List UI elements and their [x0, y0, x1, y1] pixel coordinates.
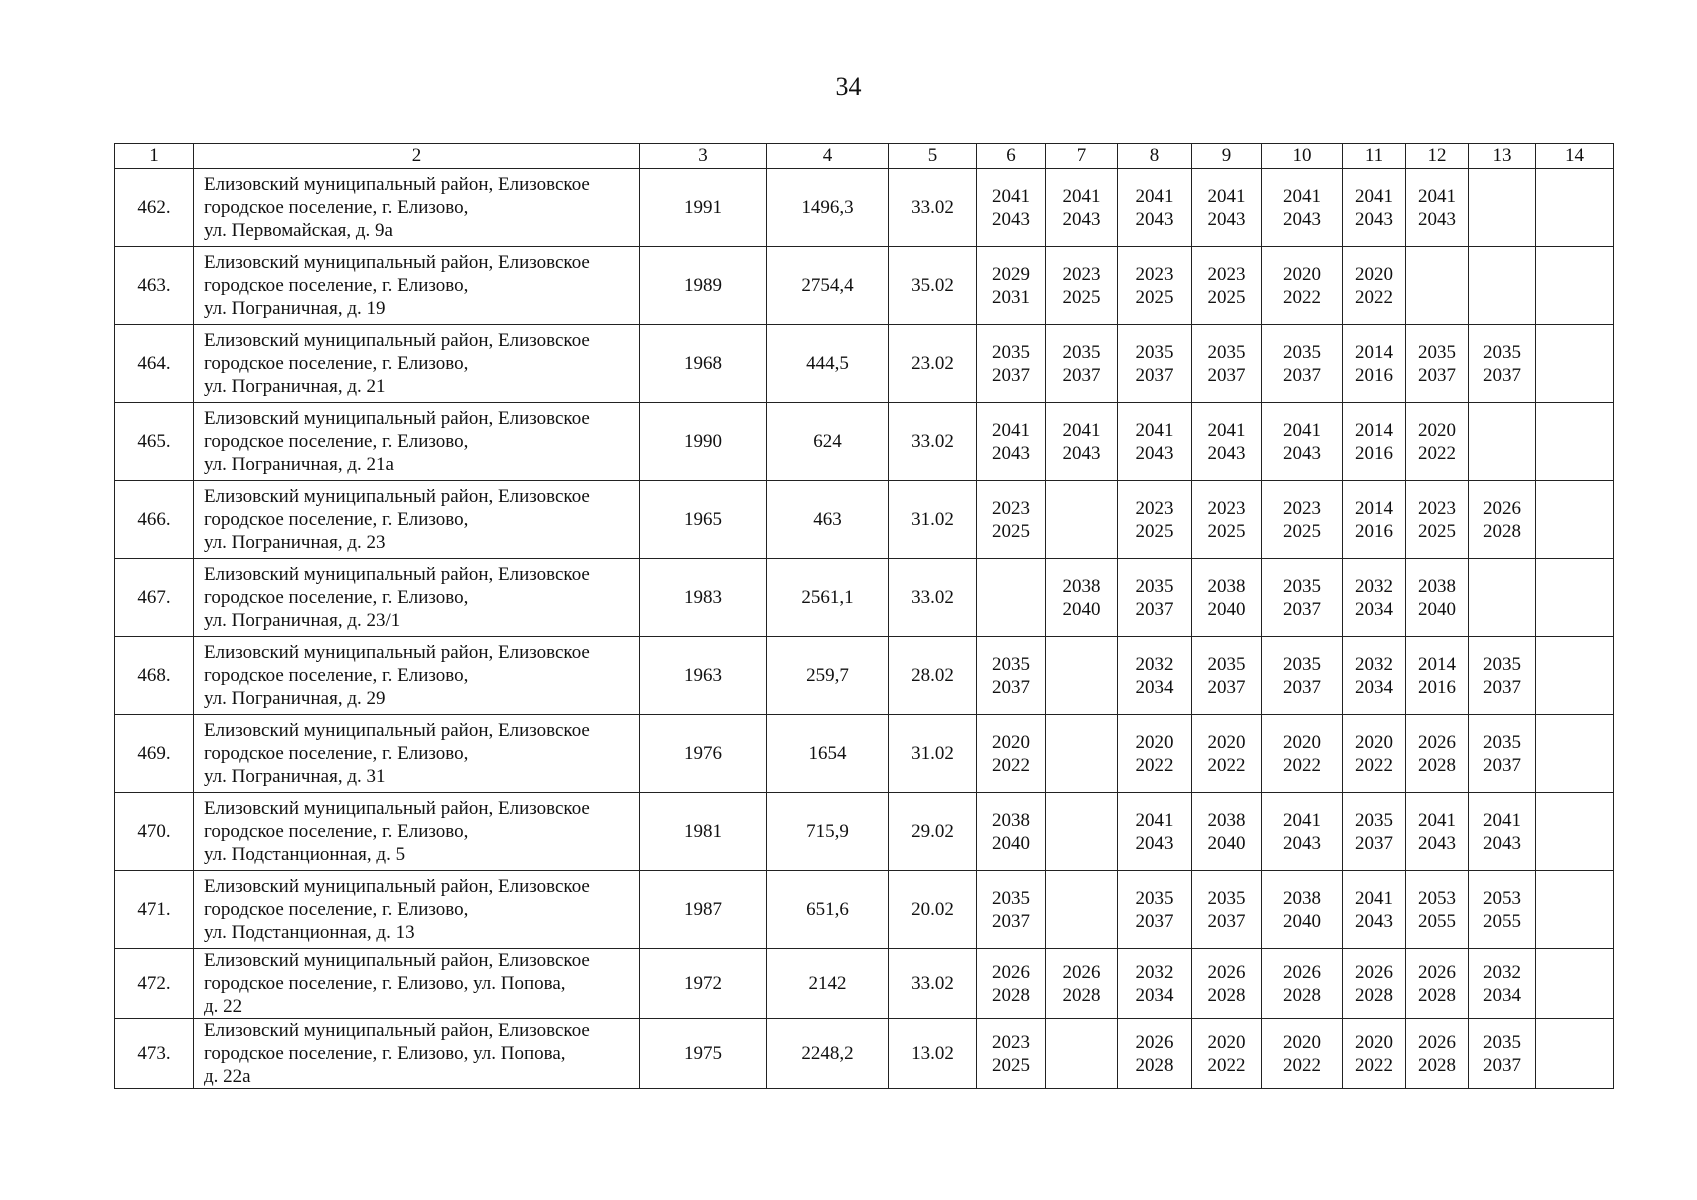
schedule-cell-10: 2023 2025 — [1262, 481, 1343, 559]
schedule-cell-6: 2023 2025 — [977, 481, 1046, 559]
schedule-cell-6: 2026 2028 — [977, 949, 1046, 1019]
schedule-cell-10: 2041 2043 — [1262, 403, 1343, 481]
year-cell: 1981 — [640, 793, 767, 871]
row-number: 472. — [115, 949, 194, 1019]
area-cell: 259,7 — [767, 637, 889, 715]
schedule-cell-11: 2014 2016 — [1343, 325, 1406, 403]
schedule-cell-11: 2035 2037 — [1343, 793, 1406, 871]
schedule-cell-8: 2035 2037 — [1118, 559, 1192, 637]
table-row — [115, 871, 1614, 949]
schedule-cell-9: 2023 2025 — [1192, 481, 1262, 559]
schedule-cell-9: 2035 2037 — [1192, 637, 1262, 715]
table-row — [115, 793, 1614, 871]
schedule-cell-9: 2026 2028 — [1192, 949, 1262, 1019]
schedule-cell-6: 2041 2043 — [977, 403, 1046, 481]
year-cell: 1989 — [640, 247, 767, 325]
schedule-cell-13: 2026 2028 — [1469, 481, 1536, 559]
row-number: 470. — [115, 793, 194, 871]
column-header: 1 — [115, 144, 194, 169]
code-cell: 35.02 — [889, 247, 977, 325]
schedule-cell-13 — [1469, 169, 1536, 247]
table-row — [115, 403, 1614, 481]
schedule-cell-14 — [1536, 715, 1614, 793]
schedule-cell-9: 2038 2040 — [1192, 559, 1262, 637]
schedule-cell-12: 2041 2043 — [1406, 169, 1469, 247]
schedule-cell-8: 2023 2025 — [1118, 481, 1192, 559]
column-header: 11 — [1343, 144, 1406, 169]
column-header: 2 — [194, 144, 640, 169]
schedule-cell-10: 2041 2043 — [1262, 169, 1343, 247]
table-row — [115, 247, 1614, 325]
schedule-cell-14 — [1536, 559, 1614, 637]
schedule-cell-9: 2038 2040 — [1192, 793, 1262, 871]
schedule-cell-14 — [1536, 1019, 1614, 1089]
schedule-cell-6: 2035 2037 — [977, 871, 1046, 949]
code-cell: 29.02 — [889, 793, 977, 871]
schedule-cell-11: 2014 2016 — [1343, 403, 1406, 481]
schedule-cell-14 — [1536, 871, 1614, 949]
schedule-cell-14 — [1536, 481, 1614, 559]
schedule-cell-6: 2041 2043 — [977, 169, 1046, 247]
column-header: 9 — [1192, 144, 1262, 169]
schedule-cell-7: 2041 2043 — [1046, 403, 1118, 481]
address-cell: Елизовский муниципальный район, Елизовское городское поселение, г. Елизово, ул. Пограничная, д. 31 — [194, 715, 640, 793]
schedule-cell-7 — [1046, 715, 1118, 793]
address-cell: Елизовский муниципальный район, Елизовское городское поселение, г. Елизово, ул. Подстанционная, д. 5 — [194, 793, 640, 871]
schedule-cell-12: 2023 2025 — [1406, 481, 1469, 559]
schedule-cell-6: 2029 2031 — [977, 247, 1046, 325]
schedule-cell-13: 2053 2055 — [1469, 871, 1536, 949]
schedule-cell-6: 2038 2040 — [977, 793, 1046, 871]
schedule-cell-9: 2020 2022 — [1192, 715, 1262, 793]
row-number: 471. — [115, 871, 194, 949]
schedule-cell-11: 2041 2043 — [1343, 169, 1406, 247]
schedule-cell-11: 2020 2022 — [1343, 715, 1406, 793]
column-header: 10 — [1262, 144, 1343, 169]
table-row — [115, 481, 1614, 559]
schedule-cell-10: 2035 2037 — [1262, 637, 1343, 715]
schedule-cell-8: 2035 2037 — [1118, 871, 1192, 949]
schedule-cell-12: 2053 2055 — [1406, 871, 1469, 949]
schedule-cell-12: 2035 2037 — [1406, 325, 1469, 403]
code-cell: 23.02 — [889, 325, 977, 403]
schedule-cell-14 — [1536, 169, 1614, 247]
year-cell: 1991 — [640, 169, 767, 247]
column-header: 7 — [1046, 144, 1118, 169]
schedule-cell-14 — [1536, 247, 1614, 325]
year-cell: 1983 — [640, 559, 767, 637]
address-cell: Елизовский муниципальный район, Елизовское городское поселение, г. Елизово, ул. Пограничная, д. 21а — [194, 403, 640, 481]
schedule-cell-7: 2023 2025 — [1046, 247, 1118, 325]
table-row — [115, 637, 1614, 715]
code-cell: 31.02 — [889, 481, 977, 559]
row-number: 466. — [115, 481, 194, 559]
schedule-cell-7: 2038 2040 — [1046, 559, 1118, 637]
schedule-cell-12: 2038 2040 — [1406, 559, 1469, 637]
schedule-cell-13: 2035 2037 — [1469, 637, 1536, 715]
code-cell: 33.02 — [889, 169, 977, 247]
schedule-cell-7: 2035 2037 — [1046, 325, 1118, 403]
schedule-cell-7: 2026 2028 — [1046, 949, 1118, 1019]
schedule-cell-13: 2035 2037 — [1469, 1019, 1536, 1089]
schedule-cell-14 — [1536, 403, 1614, 481]
year-cell: 1990 — [640, 403, 767, 481]
schedule-cell-9: 2020 2022 — [1192, 1019, 1262, 1089]
schedule-cell-6: 2035 2037 — [977, 637, 1046, 715]
year-cell: 1987 — [640, 871, 767, 949]
schedule-cell-13: 2032 2034 — [1469, 949, 1536, 1019]
schedule-cell-8: 2041 2043 — [1118, 169, 1192, 247]
schedule-cell-13 — [1469, 247, 1536, 325]
schedule-cell-11: 2020 2022 — [1343, 247, 1406, 325]
schedule-cell-8: 2026 2028 — [1118, 1019, 1192, 1089]
code-cell: 28.02 — [889, 637, 977, 715]
row-number: 462. — [115, 169, 194, 247]
schedule-cell-13: 2035 2037 — [1469, 325, 1536, 403]
schedule-cell-14 — [1536, 793, 1614, 871]
schedule-cell-13: 2035 2037 — [1469, 715, 1536, 793]
year-cell: 1976 — [640, 715, 767, 793]
schedule-cell-11: 2014 2016 — [1343, 481, 1406, 559]
area-cell: 2561,1 — [767, 559, 889, 637]
area-cell: 1654 — [767, 715, 889, 793]
schedule-cell-14 — [1536, 949, 1614, 1019]
schedule-cell-9: 2023 2025 — [1192, 247, 1262, 325]
address-cell: Елизовский муниципальный район, Елизовское городское поселение, г. Елизово, ул. Подстанционная, д. 13 — [194, 871, 640, 949]
column-header: 14 — [1536, 144, 1614, 169]
schedule-cell-13 — [1469, 559, 1536, 637]
column-header: 6 — [977, 144, 1046, 169]
table-body — [115, 169, 1614, 1089]
year-cell: 1963 — [640, 637, 767, 715]
schedule-cell-10: 2020 2022 — [1262, 1019, 1343, 1089]
area-cell: 651,6 — [767, 871, 889, 949]
schedule-cell-9: 2041 2043 — [1192, 403, 1262, 481]
area-cell: 444,5 — [767, 325, 889, 403]
table-row — [115, 325, 1614, 403]
schedule-cell-11: 2032 2034 — [1343, 559, 1406, 637]
code-cell: 31.02 — [889, 715, 977, 793]
schedule-cell-10: 2035 2037 — [1262, 559, 1343, 637]
schedule-cell-10: 2035 2037 — [1262, 325, 1343, 403]
schedule-cell-8: 2035 2037 — [1118, 325, 1192, 403]
code-cell: 33.02 — [889, 949, 977, 1019]
column-header: 8 — [1118, 144, 1192, 169]
schedule-cell-13: 2041 2043 — [1469, 793, 1536, 871]
address-cell: Елизовский муниципальный район, Елизовское городское поселение, г. Елизово, ул. Первомайская, д. 9а — [194, 169, 640, 247]
column-header: 4 — [767, 144, 889, 169]
schedule-cell-9: 2035 2037 — [1192, 871, 1262, 949]
row-number: 468. — [115, 637, 194, 715]
code-cell: 33.02 — [889, 403, 977, 481]
schedule-cell-12 — [1406, 247, 1469, 325]
address-cell: Елизовский муниципальный район, Елизовское городское поселение, г. Елизово, ул. Пограничная, д. 19 — [194, 247, 640, 325]
schedule-cell-6: 2035 2037 — [977, 325, 1046, 403]
table-row — [115, 715, 1614, 793]
schedule-cell-8: 2020 2022 — [1118, 715, 1192, 793]
column-header: 13 — [1469, 144, 1536, 169]
column-header: 12 — [1406, 144, 1469, 169]
address-cell: Елизовский муниципальный район, Елизовское городское поселение, г. Елизово, ул. Пограничная, д. 23 — [194, 481, 640, 559]
schedule-cell-11: 2041 2043 — [1343, 871, 1406, 949]
housing-registry-table — [114, 143, 1614, 1089]
code-cell: 20.02 — [889, 871, 977, 949]
schedule-cell-12: 2026 2028 — [1406, 949, 1469, 1019]
column-header: 3 — [640, 144, 767, 169]
code-cell: 13.02 — [889, 1019, 977, 1089]
area-cell: 2142 — [767, 949, 889, 1019]
table-row — [115, 1019, 1614, 1089]
table-row — [115, 559, 1614, 637]
year-cell: 1975 — [640, 1019, 767, 1089]
schedule-cell-12: 2041 2043 — [1406, 793, 1469, 871]
area-cell: 1496,3 — [767, 169, 889, 247]
schedule-cell-10: 2026 2028 — [1262, 949, 1343, 1019]
schedule-cell-7 — [1046, 1019, 1118, 1089]
area-cell: 715,9 — [767, 793, 889, 871]
year-cell: 1972 — [640, 949, 767, 1019]
schedule-cell-9: 2041 2043 — [1192, 169, 1262, 247]
row-number: 465. — [115, 403, 194, 481]
schedule-cell-12: 2026 2028 — [1406, 715, 1469, 793]
schedule-cell-7 — [1046, 871, 1118, 949]
schedule-cell-12: 2014 2016 — [1406, 637, 1469, 715]
schedule-cell-8: 2041 2043 — [1118, 793, 1192, 871]
address-cell: Елизовский муниципальный район, Елизовское городское поселение, г. Елизово, ул. Пограничная, д. 21 — [194, 325, 640, 403]
schedule-cell-6: 2023 2025 — [977, 1019, 1046, 1089]
table-row — [115, 949, 1614, 1019]
page-number: 34 — [835, 72, 862, 101]
address-cell: Елизовский муниципальный район, Елизовское городское поселение, г. Елизово, ул. Попова, д. 22 — [194, 949, 640, 1019]
schedule-cell-11: 2026 2028 — [1343, 949, 1406, 1019]
schedule-cell-14 — [1536, 325, 1614, 403]
table-row — [115, 169, 1614, 247]
address-cell: Елизовский муниципальный район, Елизовское городское поселение, г. Елизово, ул. Пограничная, д. 23/1 — [194, 559, 640, 637]
schedule-cell-8: 2023 2025 — [1118, 247, 1192, 325]
year-cell: 1968 — [640, 325, 767, 403]
schedule-cell-8: 2032 2034 — [1118, 949, 1192, 1019]
schedule-cell-7 — [1046, 793, 1118, 871]
area-cell: 463 — [767, 481, 889, 559]
row-number: 467. — [115, 559, 194, 637]
code-cell: 33.02 — [889, 559, 977, 637]
schedule-cell-8: 2041 2043 — [1118, 403, 1192, 481]
address-cell: Елизовский муниципальный район, Елизовское городское поселение, г. Елизово, ул. Попова, д. 22а — [194, 1019, 640, 1089]
schedule-cell-7 — [1046, 481, 1118, 559]
schedule-cell-13 — [1469, 403, 1536, 481]
schedule-cell-10: 2038 2040 — [1262, 871, 1343, 949]
year-cell: 1965 — [640, 481, 767, 559]
schedule-cell-11: 2032 2034 — [1343, 637, 1406, 715]
area-cell: 2754,4 — [767, 247, 889, 325]
schedule-cell-12: 2026 2028 — [1406, 1019, 1469, 1089]
column-header: 5 — [889, 144, 977, 169]
schedule-cell-10: 2020 2022 — [1262, 247, 1343, 325]
schedule-cell-6: 2020 2022 — [977, 715, 1046, 793]
schedule-cell-6 — [977, 559, 1046, 637]
row-number: 463. — [115, 247, 194, 325]
schedule-cell-7 — [1046, 637, 1118, 715]
row-number: 473. — [115, 1019, 194, 1089]
row-number: 469. — [115, 715, 194, 793]
schedule-cell-14 — [1536, 637, 1614, 715]
schedule-cell-10: 2020 2022 — [1262, 715, 1343, 793]
area-cell: 624 — [767, 403, 889, 481]
schedule-cell-12: 2020 2022 — [1406, 403, 1469, 481]
column-number-row — [115, 144, 1614, 169]
area-cell: 2248,2 — [767, 1019, 889, 1089]
schedule-cell-9: 2035 2037 — [1192, 325, 1262, 403]
schedule-cell-10: 2041 2043 — [1262, 793, 1343, 871]
schedule-cell-11: 2020 2022 — [1343, 1019, 1406, 1089]
address-cell: Елизовский муниципальный район, Елизовское городское поселение, г. Елизово, ул. Пограничная, д. 29 — [194, 637, 640, 715]
schedule-cell-8: 2032 2034 — [1118, 637, 1192, 715]
schedule-cell-7: 2041 2043 — [1046, 169, 1118, 247]
row-number: 464. — [115, 325, 194, 403]
